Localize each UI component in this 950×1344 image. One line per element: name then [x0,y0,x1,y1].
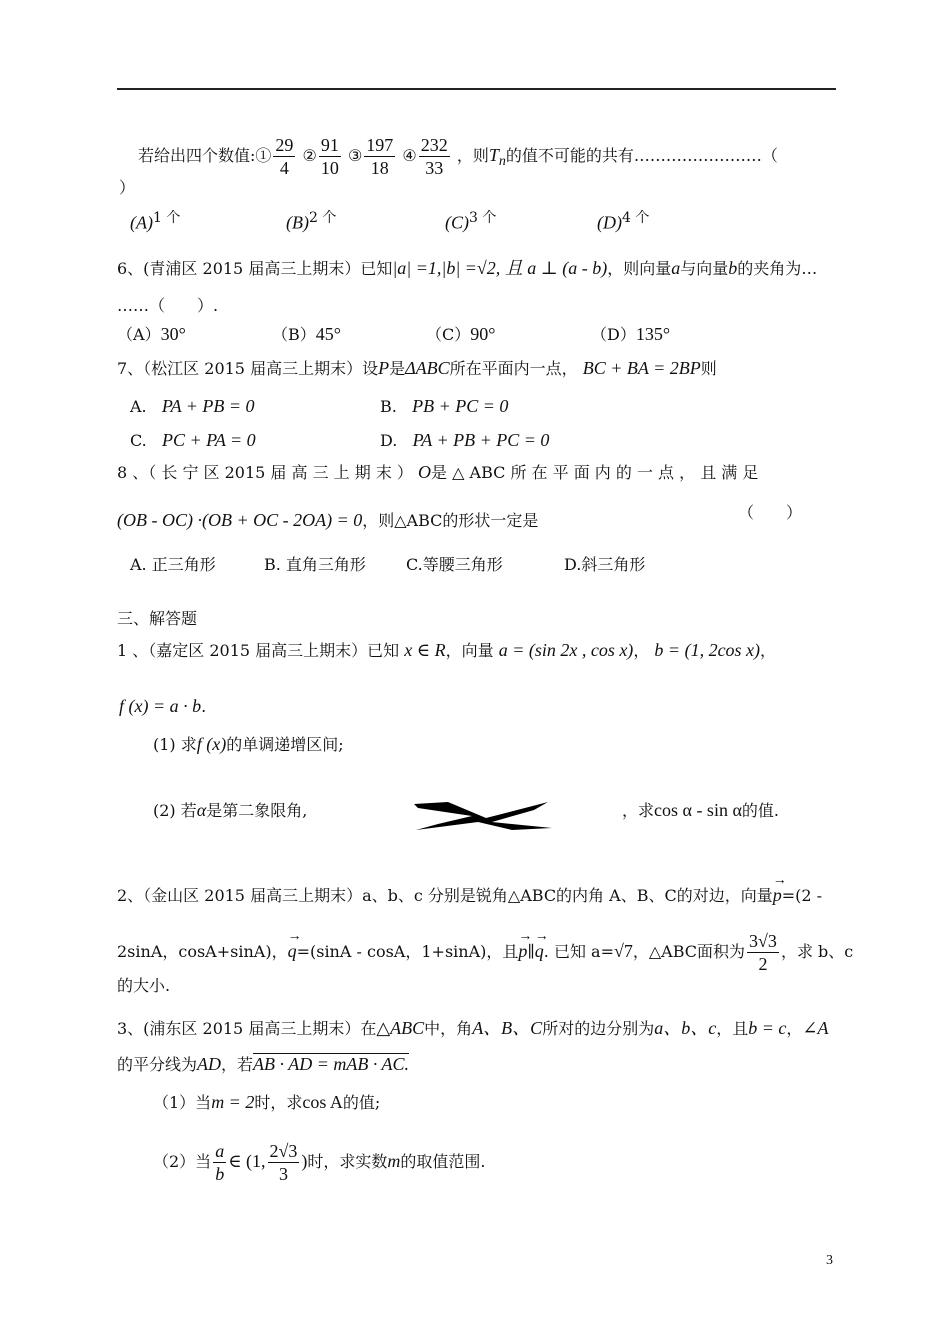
p2-text2e: ，求 b、c [780,942,854,961]
frac-den: 3 [278,1164,288,1184]
p2-line1 [117,885,822,906]
header-rule [117,88,836,90]
q7-mid: 是 [389,359,406,378]
frac-num: 197 [366,135,394,155]
q8-prefix: 8 、（ 长 宁 区 2015 届 高 三 上 期 末 ） [117,463,413,482]
broken-formula-image [408,798,558,834]
q6-option-b [272,324,341,345]
opt-label: （B） [272,325,316,344]
q6-prefix: 6、(青浦区 2015 届高三上期末）已知 [117,259,393,278]
b-equals-c: b = c [748,1018,787,1038]
p3-sub1 [153,1092,380,1113]
p1-f-def [119,696,206,717]
vector-a: a [671,258,681,278]
opt-value: 90° [470,324,496,344]
q6-mid: 与向量 [680,259,729,278]
frac-den: 18 [370,158,389,178]
q5-close-paren: ） [119,178,136,197]
q6-line [117,258,817,279]
option-c-label: (C) [445,212,469,233]
p1-sub2 [153,800,307,821]
p3-sub2 [153,1140,486,1185]
q8-option-b: B. 直角三角形 [264,555,366,574]
q8-equation: (OB - OC) ·(OB + OC - 2OA) = 0 [117,510,363,530]
p3-mid3: ，且 [716,1019,749,1038]
frac-den: 2 [758,954,768,974]
triangle-abc: ΔABC [405,358,450,378]
triangle-abc: △ABC [376,1018,425,1038]
q5-tail2: 的值不可能的共有……………………（ [505,146,778,165]
q6-tail: ，则向量 [607,259,672,278]
sub-label: (1) 求 [153,735,197,754]
sqrt-7: √7 [613,941,633,961]
opt-value: PA + PB = 0 [161,396,255,416]
vector-q: → q [288,941,297,961]
vector-a-def: a = (sin 2x , cos x) [498,640,634,660]
q7-prefix: 7、（松江区 2015 届高三上期末）设 [117,359,379,378]
frac-num: a [215,1141,225,1161]
opt-label: （C） [426,325,471,344]
p2-text2d: ，△ABC面积为 [632,942,746,961]
f-of-x: f (x) [196,734,227,754]
frac-num: 232 [420,135,448,155]
p2-text2c: . 已知 a= [543,942,614,961]
alpha-symbol: α [196,800,207,820]
q6-condition: |a| =1,|b| =√2, 且 a ⊥ (a - b) [392,258,608,278]
sub-tail: 的单调递增区间; [226,735,344,754]
frac-num: 2√3 [269,1141,298,1161]
q8-tail: ，则△ABC的形状一定是 [362,511,539,530]
frac-num: 3√3 [749,931,777,951]
opt-label: C. [130,431,147,450]
sub-mid: 时，求 [254,1093,303,1112]
circle-4: ④ [402,146,417,165]
circle-3: ③ [347,146,363,165]
circle-2: ② [302,146,317,165]
segment-ad: AD [197,1054,222,1074]
sub-end: 的值; [342,1093,381,1112]
section-heading: 三、解答题 [117,609,198,628]
p3-line1 [117,1018,828,1039]
option-a: 1 个 [152,210,181,226]
p3-vector-equation: AB · AD = mAB · AC. [253,1054,410,1074]
m-symbol: m [387,1151,401,1171]
p1-prefix: 1 、（嘉定区 2015 届高三上期末）已知 [117,641,400,660]
frac-den: b [215,1164,225,1184]
option-b-label: (B) [286,212,309,233]
p3-mid: 中，角 [424,1019,473,1038]
p3-mid2: 所对的边分别为 [542,1019,655,1038]
q5-intro: 若给出四个数值: [138,146,256,165]
q5-line [138,134,778,179]
sub-mid: 是第二象限角, [206,801,308,820]
q7-option-b [380,396,508,417]
q8-option-a: A. 正三角形 [130,555,216,574]
fraction-29-4 [273,134,295,179]
p2-text2b: =(sinA - cosA，1+sinA)，且 [296,942,519,961]
q6-option-d [591,324,670,345]
sub-label: （2）当 [153,1152,212,1171]
p1-mid: ，向量 [445,641,494,660]
p3-prefix: 3、(浦东区 2015 届高三上期末）在 [117,1019,377,1038]
close-paren: ) [301,1151,308,1171]
circle-1: ① [255,146,272,165]
q7-mid2: 所在平面内一点， [449,359,578,378]
option-b: 2 个 [308,210,337,226]
parallel-symbol: ∥ [527,942,535,961]
opt-label: B. [380,397,397,416]
vector-q: → q [535,941,544,961]
option-d: 4 个 [622,210,650,226]
T-symbol: T [488,145,499,165]
opt-value: PC + PA = 0 [162,430,256,450]
option-a-label: (A) [130,212,153,233]
sub-end: 的取值范围. [400,1152,486,1171]
opt-label: A. [130,397,147,416]
q7-option-c [130,430,256,451]
sub-end: 的值. [741,801,779,820]
q7-line [117,358,717,379]
q8-option-c: C.等腰三角形 [406,555,503,574]
m-equals-2: m = 2 [211,1092,255,1112]
p3-line2 [117,1054,409,1075]
sub-label: （1）当 [153,1093,212,1112]
p3-text2b: ，若 [221,1055,254,1074]
frac-den: 10 [320,158,339,178]
vector-p: → p [773,885,782,905]
q7-end: 则 [700,359,717,378]
q5-options [130,208,180,233]
q5-option-c [445,208,496,233]
q7-option-a [130,396,255,417]
opt-label: （A） [117,325,161,344]
q8-mid: 是 △ ABC 所 在 平 面 内 的 一 点 ， 且 满 足 [431,463,759,482]
q8-option-d: D.斜三角形 [564,555,646,574]
fraction-197-18 [364,134,395,179]
opt-label: （D） [591,325,636,344]
opt-value: PB + PC = 0 [412,396,509,416]
p1-sub1 [153,734,344,755]
page-number: 3 [826,1253,833,1268]
vector-b-def: b = (1, 2cos x) [654,640,761,660]
f-definition: f (x) = a · b [119,696,202,716]
sides-abc: a、b、c [654,1018,717,1038]
p2-text2a: 2sinA，cosA+sinA)， [117,942,288,961]
q7-equation: BC + BA = 2BP [582,358,701,378]
period: . [201,697,207,716]
sub-mid: 时，求实数 [307,1152,388,1171]
q6-end: 的夹角为… [737,259,818,278]
sub-tail: ，求 [622,801,655,820]
opt-label: D. [380,431,398,450]
opt-value: PA + PB + PC = 0 [412,430,550,450]
p1-sub2-tail [622,800,779,821]
point-o: O [418,462,432,482]
q7-option-d [380,430,549,451]
frac-den: 4 [279,158,289,178]
T-subscript: n [498,154,506,170]
opt-value: 30° [160,324,186,344]
a-over-b [213,1140,226,1185]
q5-option-b [286,208,336,233]
p2-line3: 的大小. [117,976,171,995]
angles-abc: A、B、C [472,1018,543,1038]
angle-a: ∠A [802,1018,829,1038]
q6-line2: ……（ ）. [117,296,219,315]
comma: ， [786,1019,803,1038]
p2-line2 [117,930,853,975]
area-fraction [747,930,779,975]
frac-num: 91 [320,135,339,155]
fraction-91-10 [319,134,341,179]
vector-p: → p [518,941,527,961]
frac-den: 33 [425,158,444,178]
p1-line [117,640,776,661]
frac-num: 29 [275,135,294,155]
point-p: P [378,358,390,378]
q5-option-d [597,208,649,233]
q8-line2 [117,510,538,531]
p2-text1: 2、（金山区 2015 届高三上期末）a、b、c 分别是锐角△ABC的内角 A、B、C的对边，向量 [117,886,773,905]
q8-line [117,462,758,483]
option-d-label: (D) [597,212,622,233]
in-interval: ∈ (1, [228,1151,266,1171]
vector-b: b [728,258,738,278]
comma: ， [760,641,777,660]
cos-a: cos A [302,1092,343,1112]
opt-value: 45° [315,324,341,344]
sub-label: (2) 若 [153,801,197,820]
q8-answer-paren: （ ） [738,503,803,522]
option-c: 3 个 [469,210,497,226]
p2-text1-end: =(2 - [781,886,823,905]
q6-option-a [117,324,186,345]
comma: ， [633,641,650,660]
opt-value: 135° [635,324,671,344]
x-in-r: x ∈ R [404,640,446,660]
p3-text2a: 的平分线为 [117,1055,198,1074]
two-sqrt3-over-3 [268,1140,300,1185]
cos-minus-sin: cos α - sin α [654,800,742,820]
q6-option-c [426,324,495,345]
fraction-232-33 [419,134,450,179]
q5-tail: ，则 [456,146,489,165]
